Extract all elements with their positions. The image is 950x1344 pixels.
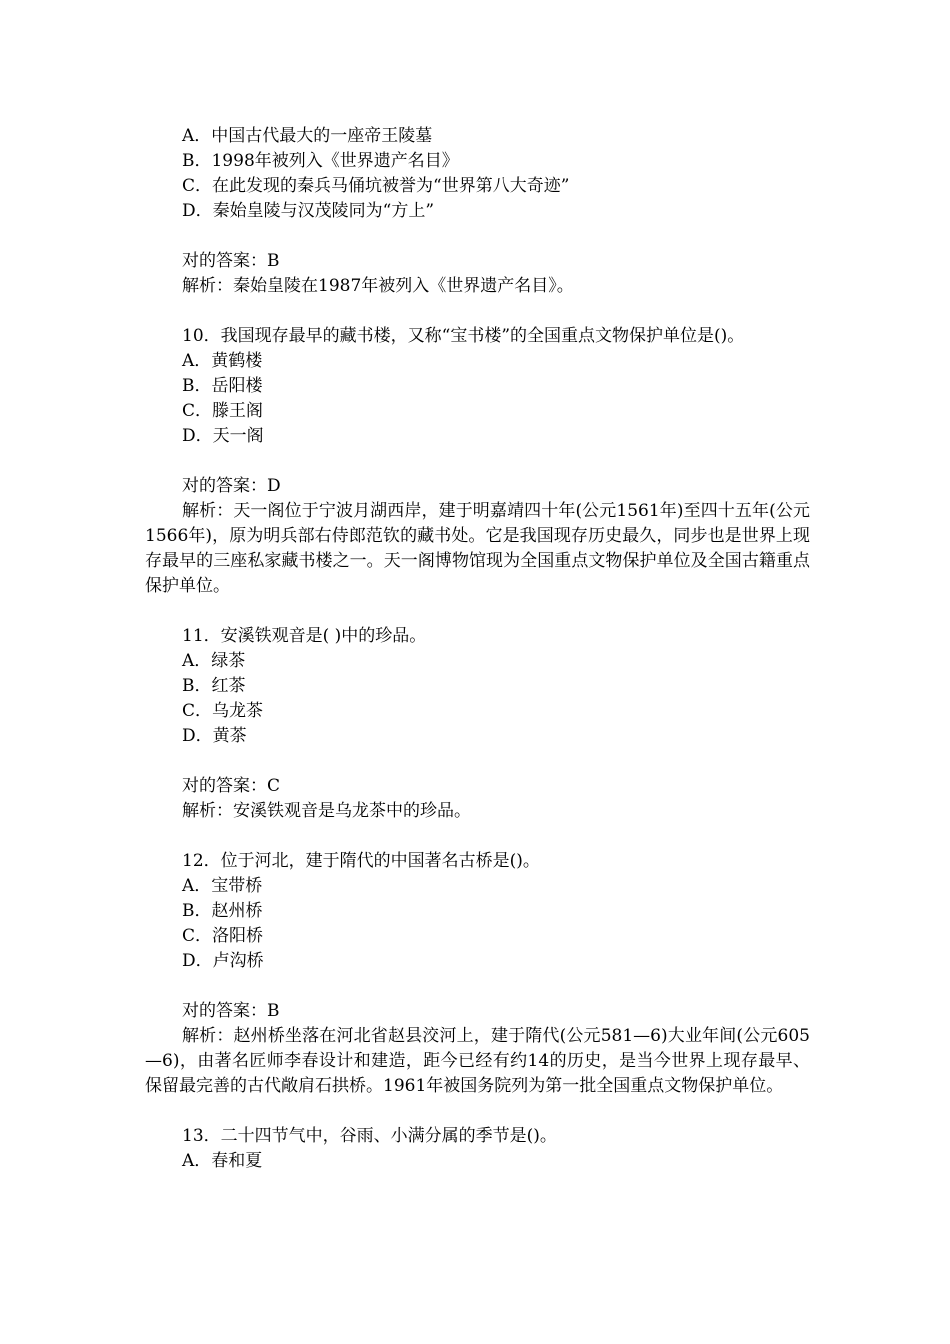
- q11-option-d: D．黄茶: [182, 726, 247, 746]
- q10-answer: 对的答案：D: [182, 476, 281, 496]
- spacer: [145, 974, 810, 999]
- q10-analysis: 解析：天一阁位于宁波月湖西岸，建于明嘉靖四十年(公元1561年)至四十五年(公元1566年)，原为明兵部右侍郎范钦的藏书处。它是我国现存历史最久，同步也是世界上现存最早的三座私家藏书楼之一。天一阁博物馆现为全国重点文物保护单位及全国古籍重点保护单位。: [145, 501, 810, 596]
- q12-option-c: C．洛阳桥: [182, 926, 264, 946]
- q10-option-b: B．岳阳楼: [182, 376, 263, 396]
- q10-option-d: D．天一阁: [182, 426, 264, 446]
- q11-answer: 对的答案：C: [182, 776, 281, 796]
- q12-analysis: 解析：赵州桥坐落在河北省赵县洨河上，建于隋代(公元581—6)大业年间(公元605—6)，由著名匠师李春设计和建造，距今已经有约14的历史，是当今世界上现存最早、保留最完善的古代敞肩石拱桥。1961年被国务院列为第一批全国重点文物保护单位。: [145, 1026, 810, 1096]
- spacer: [145, 824, 810, 849]
- q11-option-b: B．红茶: [182, 676, 246, 696]
- q10-option-a: A．黄鹤楼: [182, 351, 263, 371]
- spacer: [145, 1099, 810, 1124]
- q11-analysis: 解析：安溪铁观音是乌龙茶中的珍品。: [182, 801, 471, 821]
- q10-option-c: C．滕王阁: [182, 401, 264, 421]
- q11-option-c: C．乌龙茶: [182, 701, 264, 721]
- q9-option-b: B．1998年被列入《世界遗产名目》: [182, 151, 459, 171]
- q12-option-a: A．宝带桥: [182, 876, 263, 896]
- q9-option-a: A．中国古代最大的一座帝王陵墓: [182, 126, 433, 146]
- q13-option-a: A．春和夏: [182, 1151, 263, 1171]
- q11-stem: 11．安溪铁观音是( )中的珍品。: [182, 626, 427, 646]
- q12-option-b: B．赵州桥: [182, 901, 263, 921]
- q12-option-d: D．卢沟桥: [182, 951, 264, 971]
- q12-stem: 12．位于河北，建于隋代的中国著名古桥是()。: [182, 851, 540, 871]
- spacer: [145, 449, 810, 474]
- spacer: [145, 299, 810, 324]
- q11-option-a: A．绿茶: [182, 651, 246, 671]
- q10-stem: 10．我国现存最早的藏书楼，又称“宝书楼”的全国重点文物保护单位是()。: [182, 326, 745, 346]
- q12-answer: 对的答案：B: [182, 1001, 280, 1021]
- spacer: [145, 749, 810, 774]
- q9-option-d: D．秦始皇陵与汉茂陵同为“方上”: [182, 201, 435, 221]
- q9-option-c: C．在此发现的秦兵马俑坑被誉为“世界第八大奇迹”: [182, 176, 570, 196]
- q13-stem: 13．二十四节气中，谷雨、小满分属的季节是()。: [182, 1126, 557, 1146]
- document-page: [145, 124, 810, 1174]
- q9-answer: 对的答案：B: [182, 251, 280, 271]
- spacer: [145, 224, 810, 249]
- q9-analysis: 解析：秦始皇陵在1987年被列入《世界遗产名目》。: [182, 276, 574, 296]
- spacer: [145, 599, 810, 624]
